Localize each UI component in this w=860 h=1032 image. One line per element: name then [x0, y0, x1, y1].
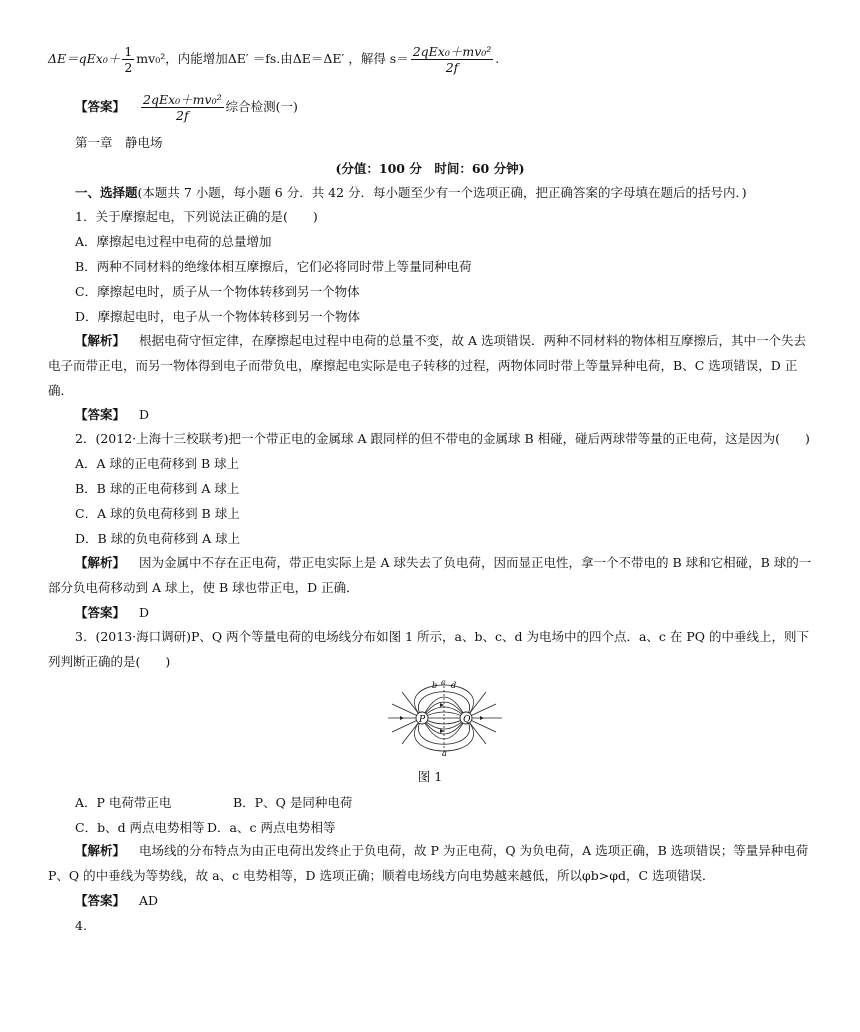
- label-p: P: [419, 715, 426, 725]
- answer0-line: [75, 92, 298, 123]
- q3-analysis-label: 【解析】: [75, 843, 126, 858]
- figure-caption: 图 1: [417, 769, 443, 784]
- q2-answer: [75, 604, 149, 622]
- half-denominator: 2: [124, 60, 133, 75]
- q1-option-a: A．摩擦起电过程中电荷的总量增加: [75, 234, 272, 249]
- q3-answer-label: 【答案】: [75, 893, 126, 908]
- q1-stem: 1．关于摩擦起电，下列说法正确的是( ): [75, 209, 318, 224]
- q3-options-row1: [75, 794, 352, 812]
- q3-option-d: D．a、c 两点电势相等: [207, 820, 336, 835]
- result-numerator: 2qEx₀＋mv₀²: [412, 44, 492, 59]
- q4-number: 4.: [75, 918, 87, 933]
- answer0-numerator: 2qEx₀＋mv₀²: [143, 92, 222, 107]
- q2-stem: 2．(2012·上海十三校联考)把一个带正电的金属球 A 跟同样的但不带电的金属球 B 相碰，碰后两球带等量的正电荷，这是因为( ): [75, 431, 810, 446]
- label-b: b: [432, 681, 438, 690]
- label-d: d: [451, 681, 457, 690]
- formula-line: [48, 44, 499, 75]
- q2-option-b: B．B 球的正电荷移到 A 球上: [75, 481, 240, 496]
- answer0-denominator: 2f: [176, 108, 189, 123]
- q3-option-b: B．P、Q 是同种电荷: [233, 795, 353, 810]
- q1-answer-label: 【答案】: [75, 407, 126, 422]
- formula-part2: mv₀²，内能增加ΔE′ ＝fs.由ΔE＝ΔE′ ，解得 s＝: [136, 51, 409, 66]
- formula-part1: ΔE＝qEx₀＋: [48, 51, 121, 66]
- label-q: Q: [463, 715, 471, 725]
- result-fraction: [411, 44, 494, 75]
- q3-stem: 3．(2013·海口调研)P、Q 两个等量电荷的电场线分布如图 1 所示，a、b、c、d 为电场中的四个点．a、c 在 PQ 的中垂线上，则下列判断正确的是( ): [48, 629, 809, 669]
- q3-answer-value: AD: [139, 893, 159, 908]
- q2-option-c: C．A 球的负电荷移到 B 球上: [75, 506, 240, 521]
- electric-field-figure: [380, 678, 510, 758]
- q1-option-b: B．两种不同材料的绝缘体相互摩擦后，它们必将同时带上等量同种电荷: [75, 259, 472, 274]
- half-fraction: [122, 44, 134, 75]
- q2-analysis-label: 【解析】: [75, 555, 126, 570]
- q1-answer: [75, 406, 149, 424]
- answer0-tail: 综合检测(一): [225, 99, 298, 114]
- section-title: 一、选择题: [75, 185, 138, 200]
- q2-analysis-text: 因为金属中不存在正电荷，带正电实际上是 A 球失去了负电荷，因而显正电性，拿一个不带电的 B 球和它相碰，B 球的一部分负电荷移动到 A 球上，使 B 球也带正电，D 正确．: [48, 555, 812, 595]
- formula-period: .: [495, 51, 500, 66]
- result-denominator: 2f: [445, 60, 459, 75]
- q3-option-c: C．b、d 两点电势相等: [75, 820, 205, 835]
- q2-answer-label: 【答案】: [75, 605, 126, 620]
- chapter-title: 第一章 静电场: [75, 135, 163, 150]
- answer0-label: 【答案】: [75, 99, 126, 114]
- q1-option-d: D．摩擦起电时，电子从一个物体转移到另一个物体: [75, 309, 361, 324]
- label-a: a: [442, 749, 447, 758]
- q1-analysis: [48, 328, 816, 403]
- score-line: [0, 160, 860, 178]
- score-text: (分值：100 分 时间：60 分钟): [335, 161, 525, 176]
- q2-option-d: D．B 球的负电荷移到 A 球上: [75, 531, 241, 546]
- q3-analysis-text: 电场线的分布特点为由正电荷出发终止于负电荷，故 P 为正电荷，Q 为负电荷，A 选项正确，B 选项错误；等量异种电荷 P、Q 的中垂线为等势线，故 a、c 电势相等，D 选项正确；顺着电场线方向电势越来越低，所以φb>φd，C 选项错误．: [48, 843, 809, 883]
- half-numerator: 1: [124, 44, 133, 59]
- answer0-fraction: [141, 92, 224, 123]
- q3-analysis: [48, 838, 816, 888]
- q1-option-c: C．摩擦起电时，质子从一个物体转移到另一个物体: [75, 284, 360, 299]
- label-c: c: [441, 678, 446, 687]
- q2-answer-value: D: [139, 605, 150, 620]
- section-description: (本题共 7 小题，每小题 6 分．共 42 分．每小题至少有一个选项正确，把正确答案的字母填在题后的括号内．): [137, 185, 747, 200]
- q3-options-row2: [75, 819, 335, 837]
- q2-analysis: [48, 550, 816, 600]
- q1-answer-value: D: [139, 407, 150, 422]
- section-heading: [75, 184, 747, 202]
- q2-option-a: A．A 球的正电荷移到 B 球上: [75, 456, 240, 471]
- q1-analysis-label: 【解析】: [75, 333, 126, 348]
- q3-option-a: A．P 电荷带正电: [75, 795, 172, 810]
- q1-analysis-text: 根据电荷守恒定律，在摩擦起电过程中电荷的总量不变，故 A 选项错误．两种不同材料的物体相互摩擦后，其中一个失去电子而带正电，而另一物体得到电子而带负电，摩擦起电实际是电子转移的过程，两物体同时带上等量异种电荷，B、C 选项错误，D 正确．: [48, 333, 806, 398]
- q3-answer: [75, 892, 158, 910]
